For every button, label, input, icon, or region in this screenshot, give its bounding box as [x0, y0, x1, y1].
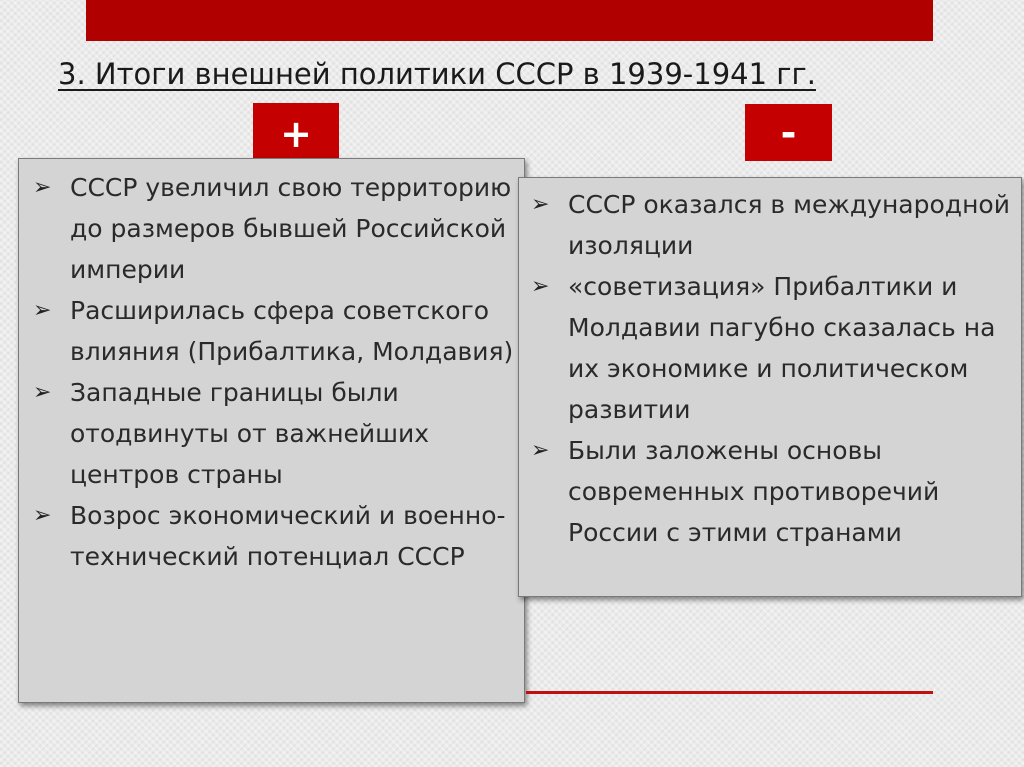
arrow-bullet-icon: ➢ [33, 380, 52, 405]
negative-results-list [531, 184, 1015, 553]
negative-item-text: СССР оказался в международной изоляции [568, 190, 1010, 260]
negative-item-text: Были заложены основы современных противоречий России с этими странами [568, 436, 940, 547]
list-item [531, 266, 1015, 430]
positive-item-text: Западные границы были отодвинуты от важнейших центров страны [70, 378, 430, 489]
minus-header-box [745, 104, 832, 161]
list-item [531, 184, 1015, 266]
positive-results-panel [18, 158, 525, 703]
positive-results-list [33, 167, 516, 577]
list-item [33, 372, 516, 495]
list-item [33, 290, 516, 372]
top-accent-bar [86, 0, 933, 41]
arrow-bullet-icon: ➢ [33, 298, 52, 323]
arrow-bullet-icon: ➢ [531, 438, 550, 463]
list-item [33, 167, 516, 290]
plus-header-box [253, 103, 339, 165]
negative-results-panel [518, 177, 1022, 597]
arrow-bullet-icon: ➢ [33, 175, 52, 200]
bottom-accent-line [526, 691, 933, 694]
positive-item-text: Возрос экономический и военно-технический потенциал СССР [70, 501, 506, 571]
list-item [33, 495, 516, 577]
positive-item-text: СССР увеличил свою территорию до размеров бывшей Российской империи [70, 173, 512, 284]
negative-item-text: «советизация» Прибалтики и Молдавии пагубно сказалась на их экономике и политическом развитии [568, 272, 996, 424]
positive-item-text: Расширилась сфера советского влияния (Прибалтика, Молдавия) [70, 296, 514, 366]
arrow-bullet-icon: ➢ [33, 503, 52, 528]
arrow-bullet-icon: ➢ [531, 192, 550, 217]
arrow-bullet-icon: ➢ [531, 274, 550, 299]
plus-sign: + [280, 112, 312, 156]
list-item [531, 430, 1015, 553]
minus-sign: - [780, 110, 797, 155]
slide-title: 3. Итоги внешней политики СССР в 1939-1941 гг. [58, 57, 816, 91]
